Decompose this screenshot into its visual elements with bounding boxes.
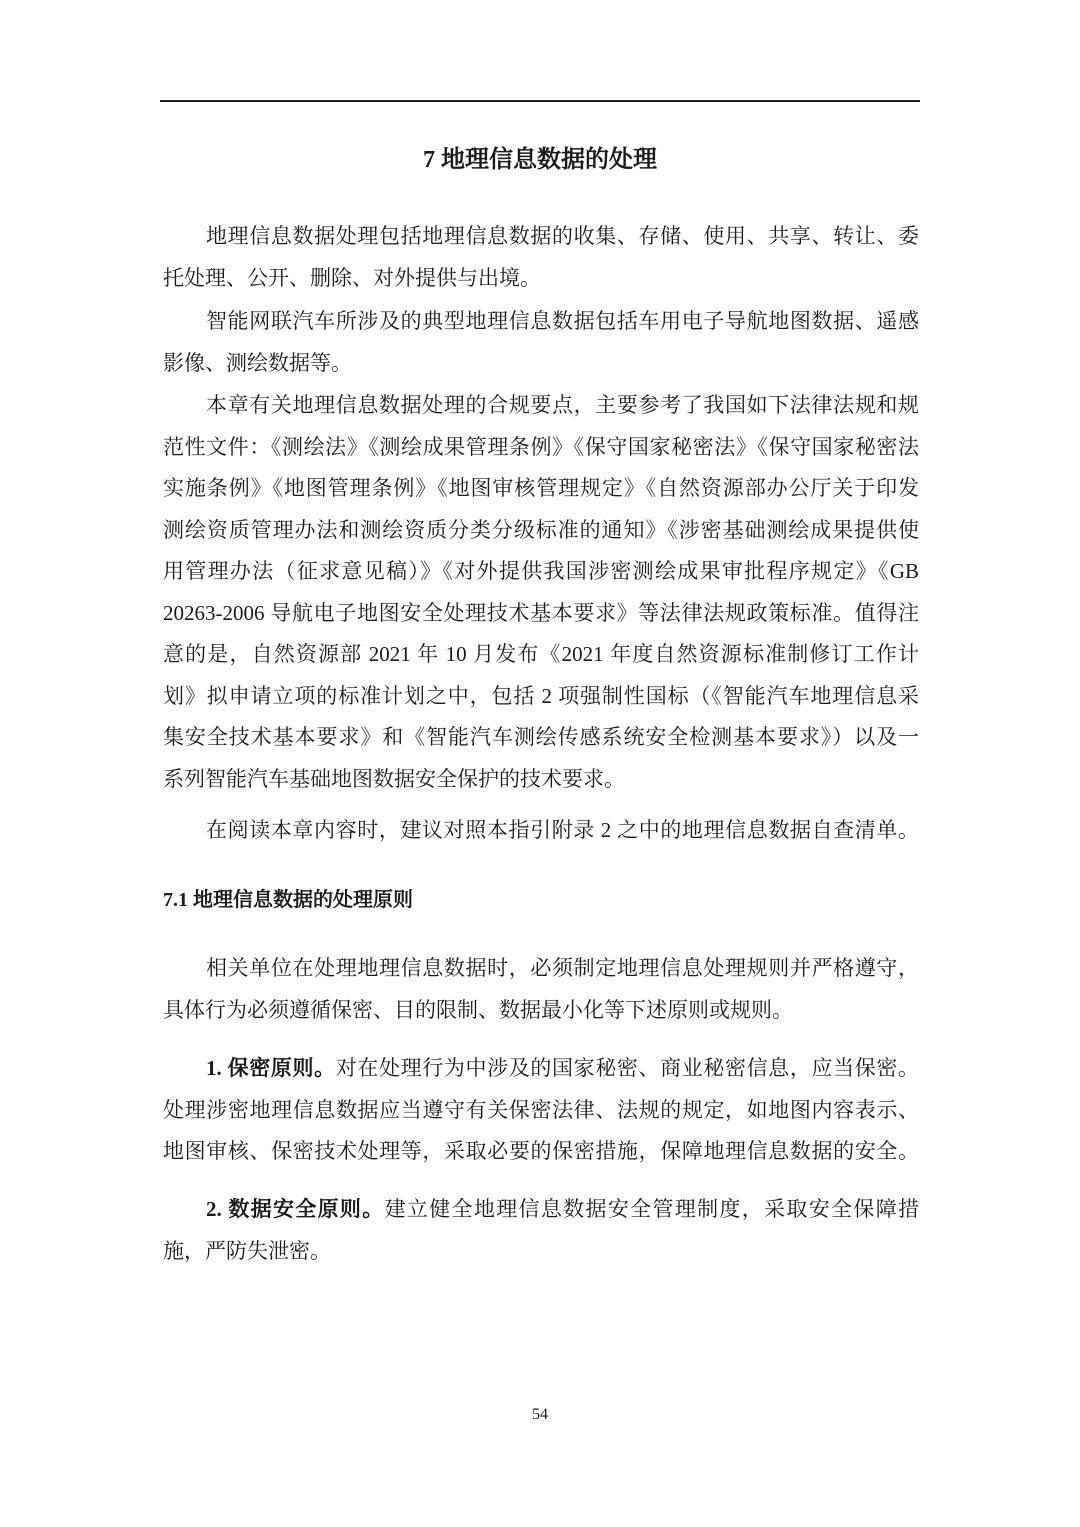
- principle-text: 建立健全地理信息数据安全管理制度，采取安全保障措: [384, 1197, 919, 1221]
- principle-item-confidentiality: [163, 1048, 919, 1173]
- text-line: 智能网联汽车所涉及的典型地理信息数据包括车用电子导航地图数据、遥感: [206, 309, 919, 333]
- text-line: [163, 1048, 919, 1090]
- text-line: 施，严防失泄密。: [163, 1238, 331, 1263]
- text-line: 实施条例》《地图管理条例》《地图审核管理规定》《自然资源部办公厅关于印发: [163, 476, 919, 500]
- page-number: 54: [532, 1406, 548, 1423]
- text-line: [163, 1189, 919, 1231]
- text-line: 处理涉密地理信息数据应当遵守有关保密法律、法规的规定，如地图内容表示、: [163, 1097, 919, 1122]
- text-line: 地理信息数据处理包括地理信息数据的收集、存储、使用、共享、转让、委: [206, 224, 919, 248]
- header-rule: [160, 100, 920, 102]
- chapter-title: 7 地理信息数据的处理: [423, 147, 657, 173]
- text-line: 托处理、公开、删除、对外提供与出境。: [163, 265, 541, 290]
- paragraph-scope: [163, 216, 919, 299]
- principle-text: 对在处理行为中涉及的国家秘密、商业秘密信息，应当保密。: [335, 1056, 919, 1080]
- principle-item-data-security: [163, 1189, 919, 1272]
- text-line: 用管理办法（征求意见稿）》《对外提供我国涉密测绘成果审批程序规定》《GB: [163, 559, 919, 583]
- text-line: 20263-2006 导航电子地图安全处理技术基本要求》等法律法规政策标准。值得注: [163, 600, 919, 625]
- text-line: 系列智能汽车基础地图数据安全保护的技术要求。: [163, 766, 625, 791]
- text-line: 集安全技术基本要求》和《智能汽车测绘传感系统安全检测基本要求》）以及一: [163, 725, 919, 749]
- paragraph-typical-data: [163, 301, 919, 384]
- text-line: 相关单位在处理地理信息数据时，必须制定地理信息处理规则并严格遵守，: [206, 956, 919, 980]
- text-line: 范性文件：《测绘法》《测绘成果管理条例》《保守国家秘密法》《保守国家秘密法: [163, 434, 919, 459]
- text-line: 影像、测绘数据等。: [163, 350, 352, 375]
- section-paragraph: [163, 948, 919, 1031]
- text-line: 意的是，自然资源部 2021 年 10 月发布《2021 年度自然资源标准制修订工作计: [163, 642, 919, 666]
- paragraph-reading-tip: [163, 810, 919, 852]
- text-line: 在阅读本章内容时，建议对照本指引附录 2 之中的地理信息数据自查清单。: [206, 818, 919, 842]
- text-line: 测绘资质管理办法和测绘资质分类分级标准的通知》《涉密基础测绘成果提供使: [163, 517, 919, 542]
- section-heading: 7.1 地理信息数据的处理原则: [163, 889, 413, 911]
- text-line: 本章有关地理信息数据处理的合规要点，主要参考了我国如下法律法规和规: [206, 393, 919, 417]
- principle-label: 1. 保密原则。: [206, 1056, 336, 1080]
- text-line: 划》拟申请立项的标准计划之中，包括 2 项强制性国标（《智能汽车地理信息采: [163, 683, 919, 708]
- text-line: 地图审核、保密技术处理等，采取必要的保密措施，保障地理信息数据的安全。: [163, 1139, 919, 1163]
- text-line: 具体行为必须遵循保密、目的限制、数据最小化等下述原则或规则。: [163, 997, 793, 1022]
- paragraph-regulations: [163, 385, 919, 800]
- principle-label: 2. 数据安全原则。: [206, 1197, 385, 1221]
